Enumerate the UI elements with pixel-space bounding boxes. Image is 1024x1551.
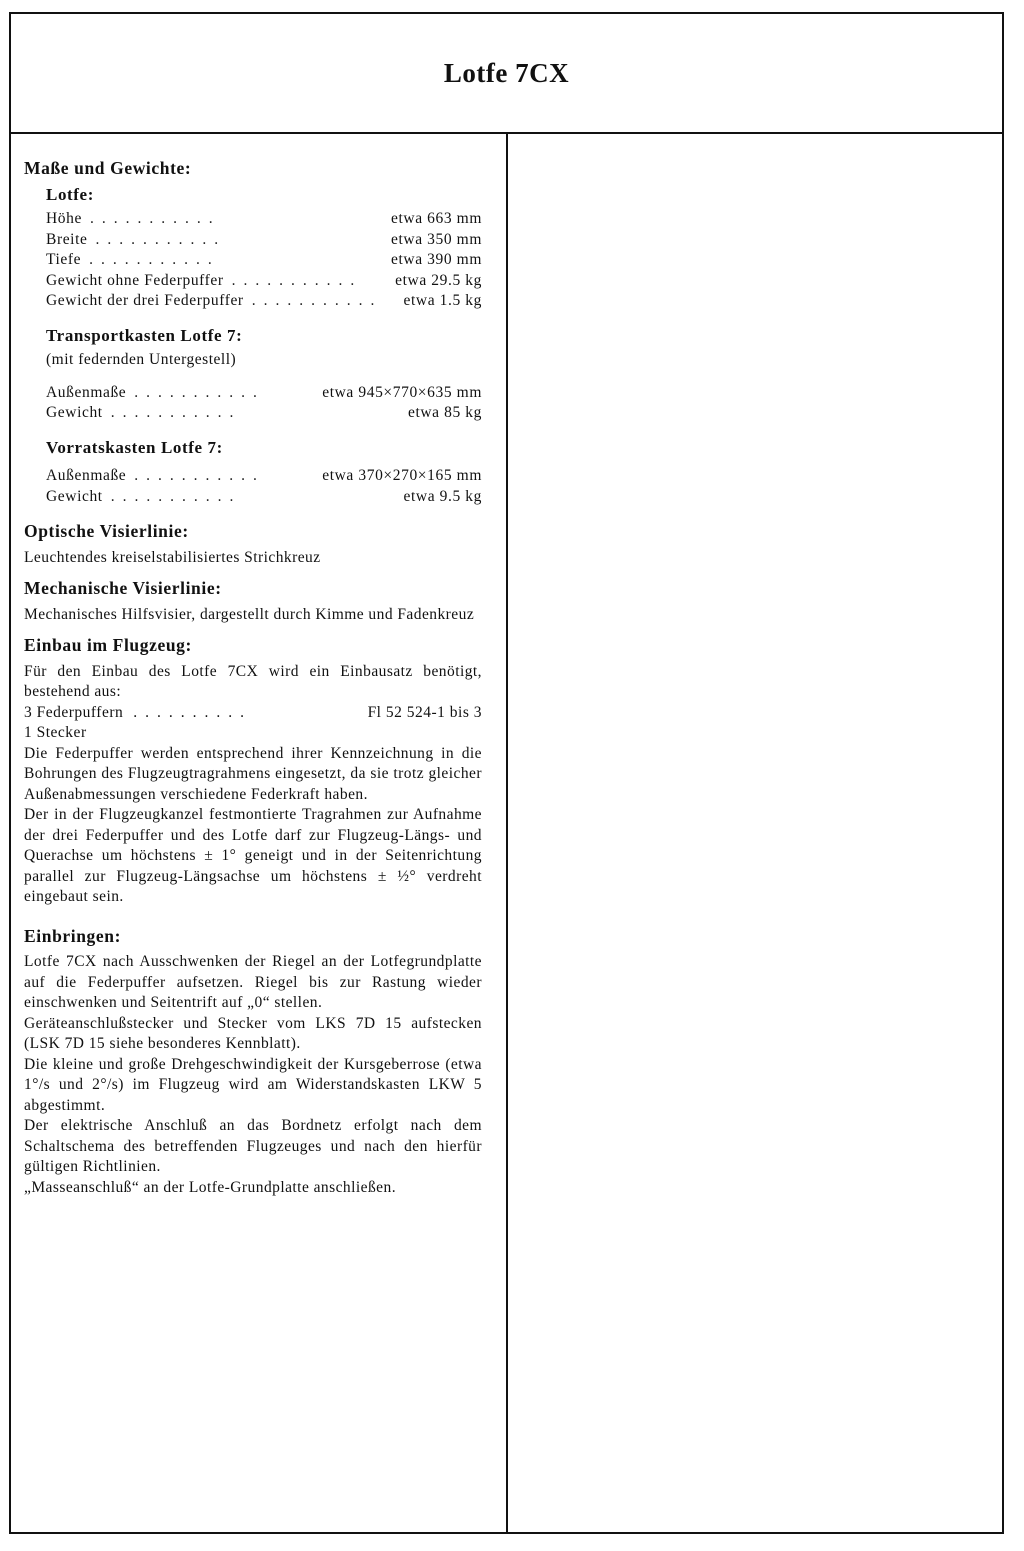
lotfe-spec-list	[46, 209, 482, 312]
vorrat-heading: Vorratskasten Lotfe 7:	[46, 437, 223, 457]
einbringen-paragraph-4: Der elektrische Anschluß an das Bordnetz erfolgt nach dem Schaltschema des betreffenden Flugzeuges und nach den hierfür gültigen Richtlinien.	[24, 1117, 482, 1175]
einbau-paragraph-2: Die Federpuffer werden entsprechend ihrer Kennzeichnung in die Bohrungen des Flugzeugtragrahmens eingesetzt, da sie trotz gleicher Außenabmessungen verschiedene Federkraft haben.	[24, 744, 482, 803]
optisch-text: Leuchtendes kreiselstabilisiertes Strichkreuz	[24, 548, 321, 566]
einbau-item-federpuffer: 3 Federpuffern .......... Fl 52 524-1 bis 3	[24, 703, 482, 721]
einbau-item-stecker: 1 Stecker	[24, 724, 87, 741]
optisch-heading: Optische Visierlinie:	[24, 521, 189, 541]
spec-row: Gewicht der drei Federpuffer ........... etwa 1.5 kg	[46, 292, 482, 309]
transport-heading: Transportkasten Lotfe 7:	[46, 325, 243, 345]
einbau-paragraph-1: Für den Einbau des Lotfe 7CX wird ein Einbausatz benötigt, bestehend aus:	[24, 662, 482, 700]
spec-row: Außenmaße ........... etwa 370×270×165 mm	[46, 467, 482, 484]
spec-row: Tiefe ........... etwa 390 mm	[46, 251, 482, 268]
einbringen-paragraph-5: „Masseanschluß“ an der Lotfe-Grundplatte anschließen.	[24, 1178, 397, 1196]
spec-row: Breite ........... etwa 350 mm	[46, 230, 482, 248]
mechanisch-text: Mechanisches Hilfsvisier, dargestellt durch Kimme und Fadenkreuz	[24, 605, 475, 623]
page-title: Lotfe 7CX	[443, 57, 570, 88]
vorrat-spec-list	[46, 466, 482, 507]
einbringen-paragraph-2: Geräteanschlußstecker und Stecker vom LKS 7D 15 aufstecken (LSK 7D 15 siehe besonderes Kennblatt).	[24, 1014, 482, 1052]
einbringen-paragraph-3: Die kleine und große Drehgeschwindigkeit der Kursgeberrose (etwa 1°/s und 2°/s) im Flugzeug wird am Widerstandskasten LKW 5 abgestimmt.	[24, 1055, 482, 1114]
einbringen-paragraph-1: Lotfe 7CX nach Ausschwenken der Riegel an der Lotfegrundplatte auf die Federpuffer aufsetzen. Riegel bis zur Rastung wieder einschwenken und Seitentrift auf „0“ stellen.	[24, 953, 482, 1011]
einbau-paragraph-3: Der in der Flugzeugkanzel festmontierte Tragrahmen zur Aufnahme der drei Federpuffer und des Lotfe darf zur Flugzeug-Längs- und Querachse um höchstens ± 1° geneigt und in der Seitenrichtung parallel zur Flugzeug-Längsachse um höchstens ± ½° verdreht eingebaut sein.	[24, 806, 482, 905]
spec-row: Gewicht ........... etwa 9.5 kg	[46, 487, 482, 505]
einbau-heading: Einbau im Flugzeug:	[24, 635, 192, 655]
spec-row: Gewicht ohne Federpuffer ........... etwa 29.5 kg	[46, 271, 482, 289]
lotfe-heading: Lotfe:	[46, 184, 94, 204]
spec-row: Gewicht ........... etwa 85 kg	[46, 404, 482, 421]
transport-note: (mit federnden Untergestell)	[46, 351, 237, 368]
left-column	[24, 158, 482, 1198]
title-bar	[11, 14, 1002, 134]
transport-spec-list	[46, 383, 482, 424]
spec-row: Außenmaße ........... etwa 945×770×635 mm	[46, 383, 482, 401]
mechanisch-heading: Mechanische Visierlinie:	[24, 578, 222, 598]
einbringen-heading: Einbringen:	[24, 925, 122, 946]
column-divider	[506, 132, 508, 1532]
spec-row: Höhe ........... etwa 663 mm	[46, 210, 482, 227]
masse-heading: Maße und Gewichte:	[24, 158, 192, 178]
